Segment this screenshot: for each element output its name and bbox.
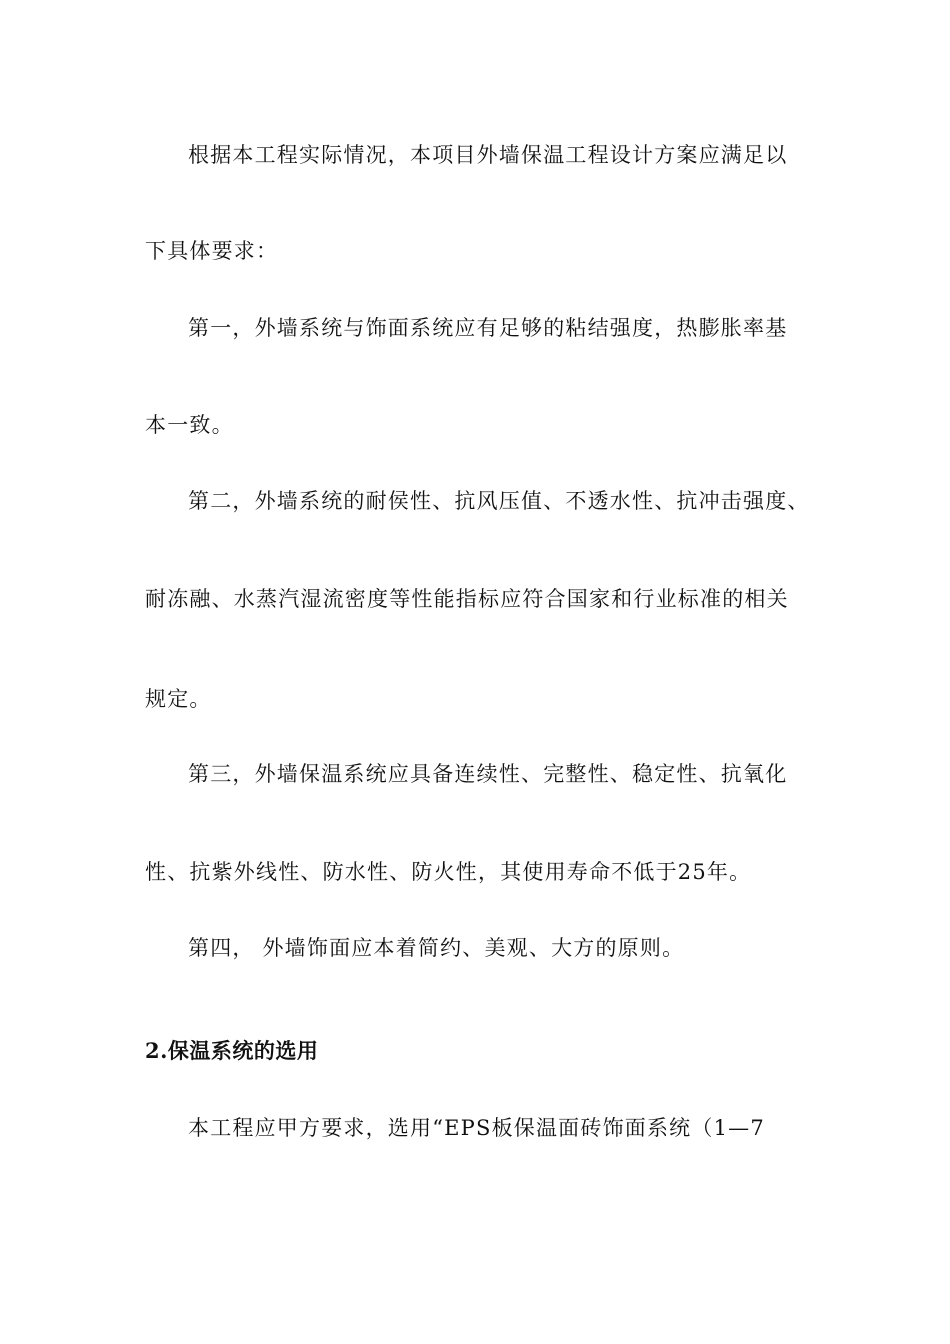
requirement-1-line-1: 第一，外墙系统与饰面系统应有足够的粘结强度，热膨胀率基 <box>188 316 788 340</box>
paragraph-intro-line-1: 根据本工程实际情况，本项目外墙保温工程设计方案应满足以 <box>188 143 788 167</box>
requirement-2-line-2: 耐冻融、水蒸汽湿流密度等性能指标应符合国家和行业标准的相关 <box>145 587 789 611</box>
requirement-4-line-1: 第四， 外墙饰面应本着简约、美观、大方的原则。 <box>188 936 685 960</box>
section-heading: 2.保温系统的选用 <box>145 1038 319 1063</box>
paragraph-intro-line-2: 下具体要求： <box>145 239 279 263</box>
requirement-2-line-1: 第二，外墙系统的耐侯性、抗风压值、不透水性、抗冲击强度、 <box>188 489 810 513</box>
requirement-2-line-3: 规定。 <box>145 687 212 711</box>
section-paragraph-line-1: 本工程应甲方要求，选用“EPS板保温面砖饰面系统（1—7 <box>188 1116 765 1140</box>
requirement-1-line-2: 本一致。 <box>145 413 234 437</box>
requirement-3-line-1: 第三，外墙保温系统应具备连续性、完整性、稳定性、抗氧化 <box>188 762 788 786</box>
requirement-3-line-2: 性、抗紫外线性、防水性、防火性，其使用寿命不低于25年。 <box>145 860 752 884</box>
